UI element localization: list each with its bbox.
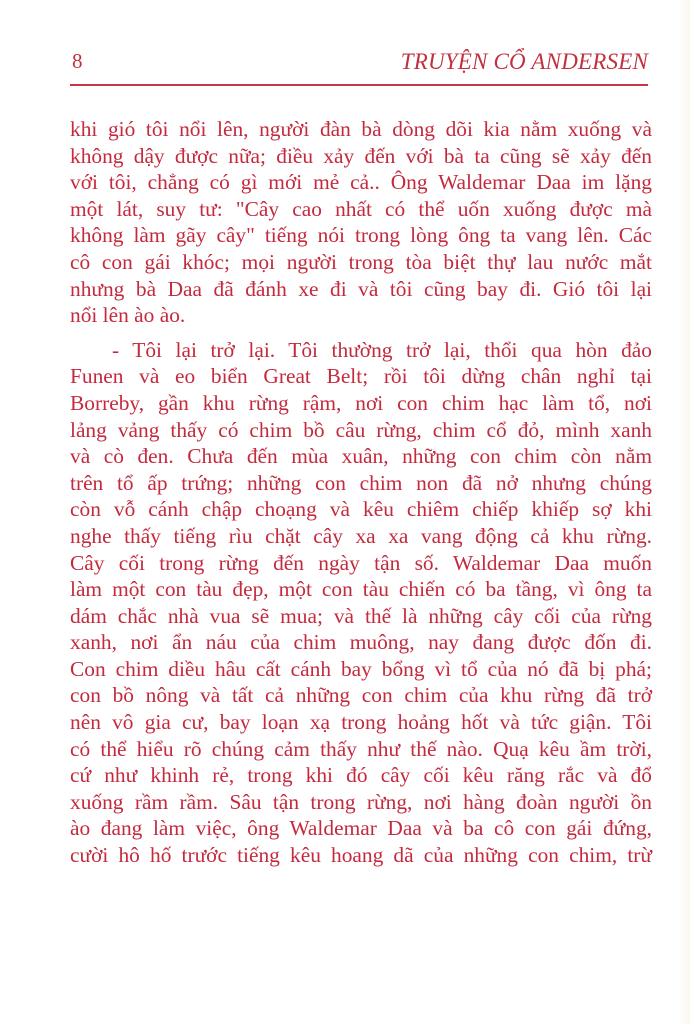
text-line: ào đang làm việc, ông Waldemar Daa và ba cô con gái đứng,: [70, 816, 652, 841]
text-line: với tôi, chẳng có gì mới mẻ cả.. Ông Waldemar Daa im lặng: [70, 170, 652, 195]
text-line: cô con gái khóc; mọi người trong tòa biệt thự lau nước mắt: [70, 249, 652, 274]
text-line: nên vô gia cư, bay loạn xạ trong hoảng hốt và tức giận. Tôi: [70, 710, 652, 735]
text-line: Cây cối trong rừng đến ngày tận số. Waldemar Daa muốn: [70, 550, 652, 575]
page-number: 8: [72, 49, 83, 73]
text-line: còn vỗ cánh chập choạng và kêu chiêm chiếp khiếp sợ khi: [70, 497, 652, 522]
text-line: trên tổ ấp trứng; những con chim non đã nở nhưng chúng: [70, 470, 652, 495]
text-line: xanh, nơi ẩn náu của chim muông, nay đang được đốn đi.: [70, 630, 652, 655]
text-line: và cò đen. Chưa đến mùa xuân, những con chim còn nằm: [70, 444, 652, 469]
text-line: không dậy được nữa; điều xảy đến với bà ta cũng sẽ xảy đến: [70, 143, 652, 168]
text-line: lảng vảng thấy có chim bồ câu rừng, chim cổ đỏ, mình xanh: [70, 417, 652, 442]
text-line: cứ như khinh rẻ, trong khi đó cây cối kêu răng rắc và đổ: [70, 763, 652, 788]
text-line: xuống rầm rầm. Sâu tận trong rừng, nơi hàng đoàn người ồn: [70, 789, 652, 814]
body-text: [70, 116, 652, 869]
text-line: làm một con tàu đẹp, một con tàu chiến có ba tầng, vì ông ta: [70, 577, 652, 602]
text-line: nổi lên ào ào.: [70, 303, 186, 328]
paragraph-1: [70, 116, 652, 329]
text-line: - Tôi lại trở lại. Tôi thường trở lại, thổi qua hòn đảo: [112, 337, 652, 362]
text-line: có thể hiểu rõ chúng cảm thấy như thế nào. Quạ kêu ầm trời,: [70, 736, 652, 761]
running-title: TRUYỆN CỔ ANDERSEN: [400, 49, 648, 74]
header-divider: [70, 84, 648, 86]
text-line: nhưng bà Daa đã đánh xe đi và tôi cũng bay đi. Gió tôi lại: [70, 276, 652, 301]
page-edge-shadow: [678, 0, 690, 1024]
text-line: không làm gãy cây" tiếng nói trong lòng ông ta vang lên. Các: [70, 223, 652, 248]
text-line: con bồ nông và tất cả những con chim của khu rừng đã trở: [70, 683, 652, 708]
text-line: Con chim diều hâu cất cánh bay bổng vì tổ của nó đã bị phá;: [70, 656, 652, 681]
page-header: [72, 48, 648, 82]
text-line: dám chắc nhà vua sẽ mua; và thế là những cây cối của rừng: [70, 603, 652, 628]
paragraph-2: [70, 337, 652, 869]
text-line: Funen và eo biển Great Belt; rồi tôi dừng chân nghỉ tại: [70, 364, 652, 389]
text-line: khi gió tôi nổi lên, người đàn bà dòng dõi kia nằm xuống và: [70, 117, 652, 141]
text-line: Borreby, gần khu rừng rậm, nơi con chim hạc làm tổ, nơi: [70, 390, 652, 415]
paragraph-spacer: [70, 329, 652, 337]
text-line: nghe thấy tiếng rìu chặt cây xa xa vang động cả khu rừng.: [70, 523, 652, 548]
text-line: một lát, suy tư: "Cây cao nhất có thể uốn xuống được mà: [70, 196, 652, 221]
text-line: cười hô hố trước tiếng kêu hoang dã của những con chim, trừ: [70, 843, 652, 868]
